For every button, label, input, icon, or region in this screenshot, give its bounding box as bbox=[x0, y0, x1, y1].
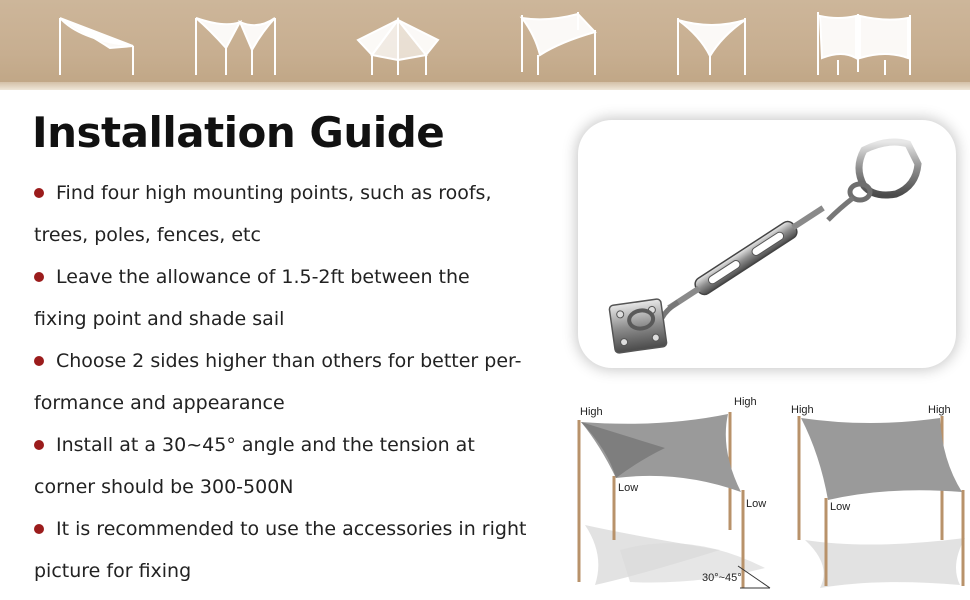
installation-steps bbox=[34, 172, 554, 592]
step-text: Choose 2 sides higher than others for better per- bbox=[56, 350, 522, 372]
step-text-continued: corner should be 300-500N bbox=[34, 476, 294, 498]
left-low-label: Low bbox=[746, 498, 767, 510]
left-high-label: High bbox=[734, 396, 757, 408]
installation-diagram bbox=[570, 390, 970, 595]
triangle-angle-diagram bbox=[579, 412, 770, 588]
page-title: Installation Guide bbox=[32, 108, 445, 157]
list-item bbox=[34, 508, 554, 592]
shade-sail-square-icon bbox=[522, 12, 595, 75]
list-item bbox=[34, 340, 554, 424]
list-item bbox=[34, 424, 554, 508]
bullet-icon bbox=[34, 188, 44, 198]
right-high-label: High bbox=[791, 404, 814, 416]
square-sail-diagram bbox=[799, 416, 965, 588]
turnbuckle-hardware-icon bbox=[578, 120, 956, 368]
step-text-continued: picture for fixing bbox=[34, 560, 192, 582]
step-text: It is recommended to use the accessories in right bbox=[56, 518, 527, 540]
sail-icons-strip bbox=[0, 0, 970, 90]
shade-sail-double-square-icon bbox=[818, 12, 910, 75]
shade-sail-hexagon-icon bbox=[358, 20, 438, 75]
shade-sail-triangle-icon bbox=[60, 18, 133, 75]
angle-label: 30°~45° bbox=[702, 572, 742, 584]
list-item bbox=[34, 172, 554, 256]
step-text: Leave the allowance of 1.5-2ft between the bbox=[56, 266, 470, 288]
step-text: Install at a 30~45° angle and the tension at bbox=[56, 434, 475, 456]
left-low-label: Low bbox=[618, 482, 639, 494]
bullet-icon bbox=[34, 524, 44, 534]
shade-sail-triangle-down-icon bbox=[678, 18, 745, 75]
step-text-continued: formance and appearance bbox=[34, 392, 285, 414]
right-high-label: High bbox=[928, 404, 951, 416]
right-low-label: Low bbox=[830, 501, 851, 513]
shade-sail-double-triangle-icon bbox=[196, 18, 275, 75]
hardware-photo-card bbox=[578, 120, 956, 368]
bullet-icon bbox=[34, 272, 44, 282]
top-banner bbox=[0, 0, 970, 90]
step-text-continued: fixing point and shade sail bbox=[34, 308, 285, 330]
step-text-continued: trees, poles, fences, etc bbox=[34, 224, 261, 246]
bullet-icon bbox=[34, 440, 44, 450]
step-text: Find four high mounting points, such as roofs, bbox=[56, 182, 492, 204]
left-high-label: High bbox=[580, 406, 603, 418]
bullet-icon bbox=[34, 356, 44, 366]
list-item bbox=[34, 256, 554, 340]
